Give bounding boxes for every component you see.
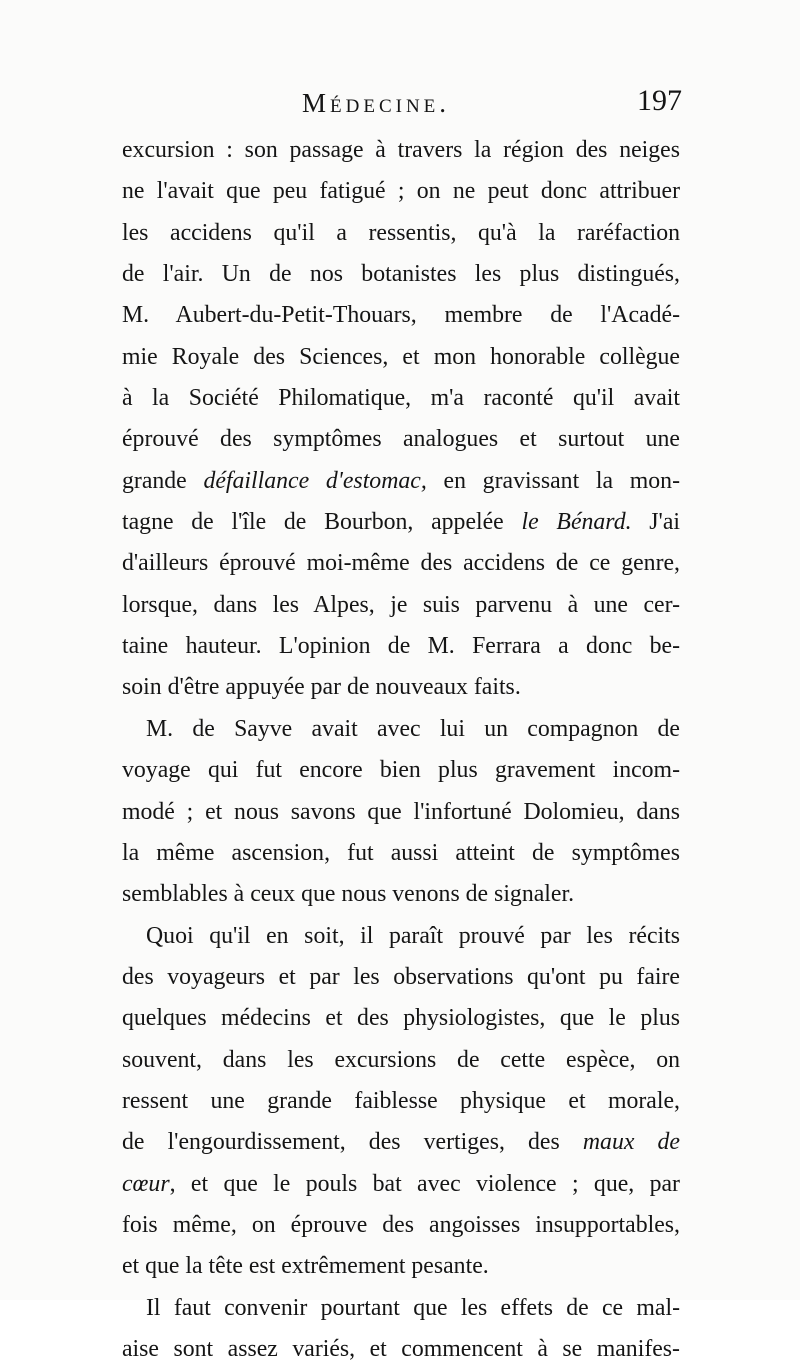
- text-line: et que la tête est extrêmement pesante.: [122, 1253, 489, 1280]
- text-line: Quoi qu'il en soit, il paraît prouvé par les récits: [146, 922, 680, 949]
- text-line: les accidens qu'il a ressentis, qu'à la raréfaction: [122, 219, 680, 246]
- italic-text-run: défaillance d'estomac,: [203, 467, 427, 494]
- italic-text-run: cœur: [122, 1170, 170, 1197]
- text-line: [122, 502, 680, 543]
- body-text: [122, 130, 680, 1370]
- text-line: des voyageurs et par les observations qu'ont pu faire: [122, 963, 680, 990]
- text-line: lorsque, dans les Alpes, je suis parvenu à une cer-: [122, 591, 680, 618]
- text-line: fois même, on éprouve des angoisses insupportables,: [122, 1211, 680, 1238]
- text-line: M. Aubert-du-Petit-Thouars, membre de l'Acadé-: [122, 302, 680, 329]
- text-run: grande: [122, 467, 204, 494]
- text-line: [122, 461, 680, 502]
- text-run: de l'engourdissement, des vertiges, des: [122, 1129, 583, 1156]
- text-line: mie Royale des Sciences, et mon honorable collègue: [122, 343, 680, 370]
- text-line: ressent une grande faiblesse physique et morale,: [122, 1087, 680, 1114]
- text-line: taine hauteur. L'opinion de M. Ferrara a donc be-: [122, 633, 680, 660]
- text-run: tagne de l'île de Bourbon, appelée: [122, 509, 522, 536]
- text-run: en gravissant la mon-: [426, 467, 680, 494]
- text-line: éprouvé des symptômes analogues et surtout une: [122, 426, 680, 453]
- page-header: [122, 84, 682, 128]
- text-line: soin d'être appuyée par de nouveaux faits.: [122, 674, 521, 701]
- italic-text-run: maux de: [582, 1129, 680, 1156]
- text-run: , et que le pouls bat avec violence ; que, par: [169, 1170, 680, 1197]
- text-line: [122, 1164, 680, 1205]
- italic-text-run: le Bénard.: [521, 509, 632, 536]
- running-head: Médecine.: [302, 88, 451, 118]
- text-line: excursion : son passage à travers la région des neiges: [122, 137, 680, 163]
- page-number: 197: [637, 84, 682, 117]
- text-line: [122, 1122, 680, 1163]
- text-line: souvent, dans les excursions de cette espèce, on: [122, 1046, 680, 1073]
- text-line: d'ailleurs éprouvé moi-même des accidens de ce genre,: [122, 550, 680, 577]
- text-line: à la Société Philomatique, m'a raconté qu'il avait: [122, 385, 680, 412]
- text-line: Il faut convenir pourtant que les effets de ce mal-: [146, 1294, 680, 1321]
- text-line: aise sont assez variés, et commencent à se manifes-: [122, 1335, 680, 1362]
- text-line: modé ; et nous savons que l'infortuné Dolomieu, dans: [122, 798, 680, 825]
- text-line: semblables à ceux que nous venons de signaler.: [122, 881, 575, 908]
- text-line: voyage qui fut encore bien plus gravement incom-: [122, 757, 680, 784]
- text-line: M. de Sayve avait avec lui un compagnon de: [146, 715, 680, 742]
- text-run: J'ai: [631, 509, 680, 536]
- text-line: de l'air. Un de nos botanistes les plus distingués,: [122, 261, 680, 288]
- text-line: ne l'avait que peu fatigué ; on ne peut donc attribuer: [122, 178, 680, 205]
- text-line: quelques médecins et des physiologistes, que le plus: [122, 1005, 680, 1032]
- text-line: la même ascension, fut aussi atteint de symptômes: [122, 839, 680, 866]
